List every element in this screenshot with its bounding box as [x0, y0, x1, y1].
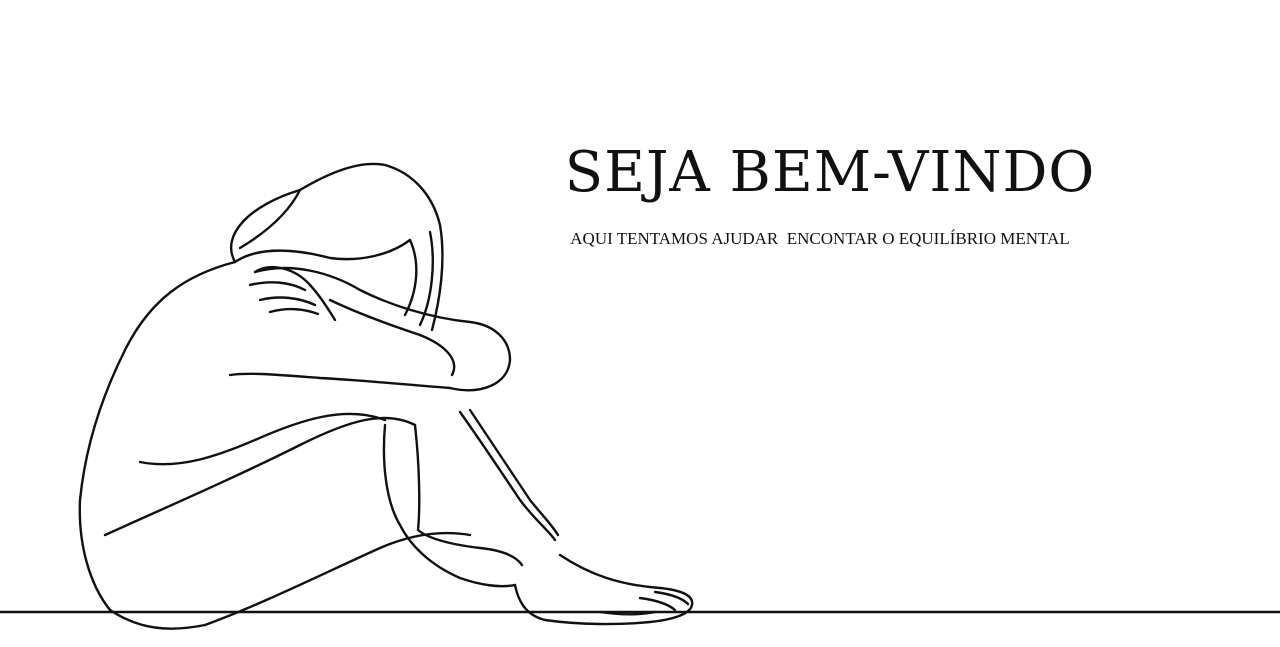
- welcome-subtitle: AQUI TENTAMOS AJUDAR ENCONTAR O EQUILÍBRIO MENTAL: [570, 229, 1070, 248]
- shin-outline: [460, 412, 555, 540]
- welcome-title: SEJA BEM-VINDO: [564, 140, 1096, 205]
- hand-outline: [255, 267, 335, 320]
- back-outline: [80, 262, 235, 610]
